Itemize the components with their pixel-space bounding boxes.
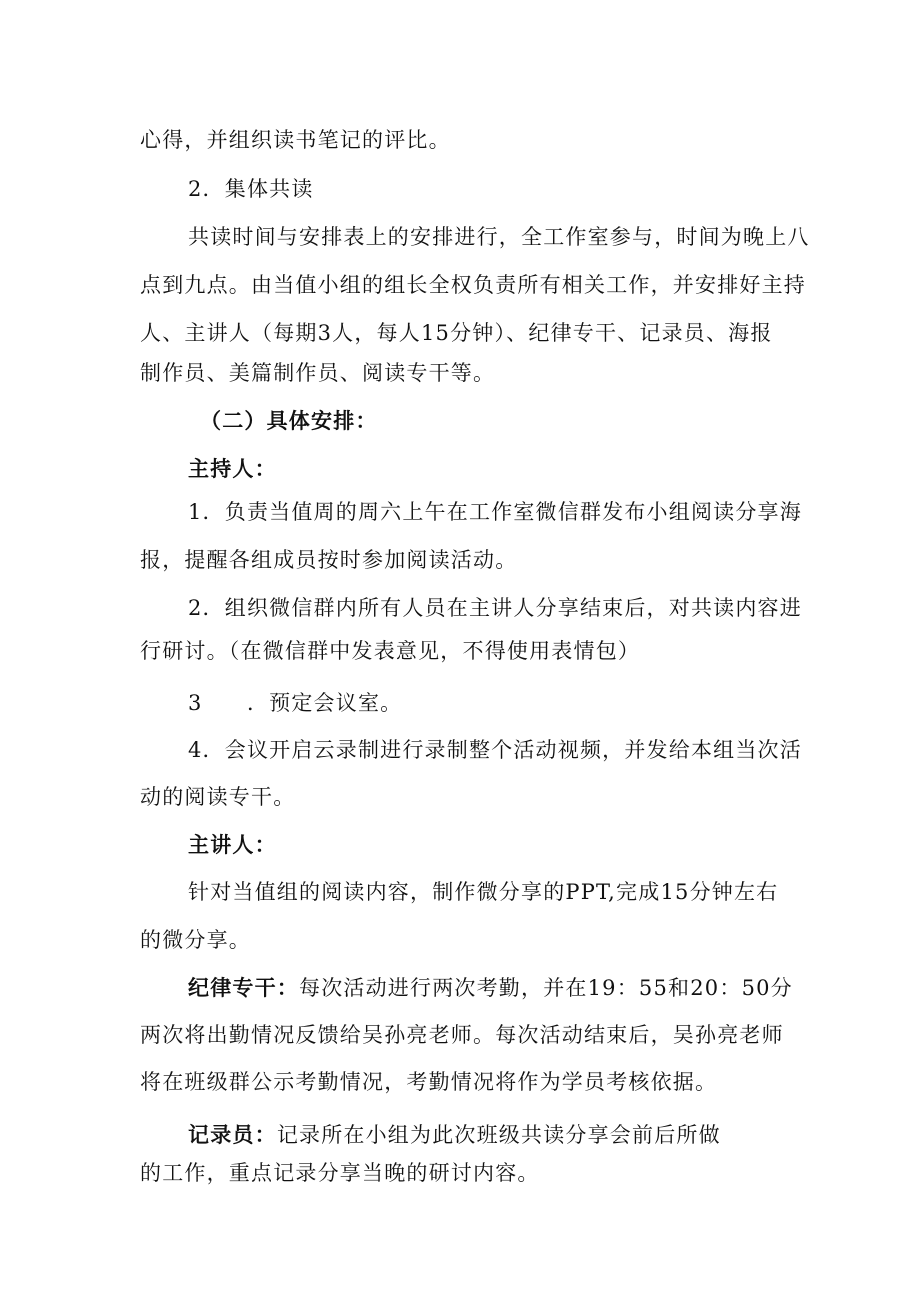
- section-heading-specific-arrangement: （二）具体安排：: [200, 408, 378, 433]
- paragraph-line: 共读时间与安排表上的安排进行，全工作室参与，时间为晚上八: [188, 225, 810, 249]
- paragraph-line: 人、主讲人（每期3人，每人15分钟）、纪律专干、记录员、海报: [140, 321, 773, 345]
- paragraph-line: 行研讨。（在微信群中发表意见，不得使用表情包）: [140, 639, 641, 663]
- paragraph-line: 记录所在小组为此次班级共读分享会前后所做: [276, 1123, 721, 1147]
- paragraph-line: 制作员、美篇制作员、阅读专干等。: [140, 361, 496, 385]
- role-heading-speaker: 主讲人：: [188, 832, 277, 857]
- recorder-paragraph-first-line: [188, 1120, 721, 1150]
- paragraph-line: 报，提醒各组成员按时参加阅读活动。: [140, 548, 518, 572]
- paragraph-line: 两次将出勤情况反馈给吴孙亮老师。每次活动结束后，吴孙亮老师: [140, 1023, 784, 1047]
- paragraph-line: 的工作，重点记录分享当晚的研讨内容。: [140, 1161, 540, 1185]
- paragraph-line: 2．组织微信群内所有人员在主讲人分享结束后，对共读内容进: [188, 596, 802, 620]
- role-heading-discipline: 纪律专干：: [188, 975, 299, 1000]
- role-heading-host: 主持人：: [188, 456, 277, 481]
- discipline-paragraph-first-line: [188, 973, 793, 1003]
- paragraph-line: 的微分享。: [140, 928, 251, 952]
- paragraph-line: 心得，并组织读书笔记的评比。: [140, 128, 451, 152]
- section-heading-2: 2．集体共读: [188, 177, 314, 201]
- paragraph-line: 3 ．预定会议室。: [188, 691, 403, 715]
- paragraph-line: 将在班级群公示考勤情况，考勤情况将作为学员考核依据。: [140, 1070, 718, 1094]
- paragraph-line: 每次活动进行两次考勤，并在19：55和20：50分: [299, 976, 793, 1000]
- paragraph-line: 4．会议开启云录制进行录制整个活动视频，并发给本组当次活: [188, 738, 802, 762]
- paragraph-line: 动的阅读专干。: [140, 785, 296, 809]
- paragraph-line: 点到九点。由当值小组的组长全权负责所有相关工作，并安排好主持: [140, 273, 806, 297]
- paragraph-line: 针对当值组的阅读内容，制作微分享的PPT,完成15分钟左右: [188, 880, 779, 904]
- role-heading-recorder: 记录员：: [188, 1122, 277, 1147]
- paragraph-line: 1．负责当值周的周六上午在工作室微信群发布小组阅读分享海: [188, 500, 802, 524]
